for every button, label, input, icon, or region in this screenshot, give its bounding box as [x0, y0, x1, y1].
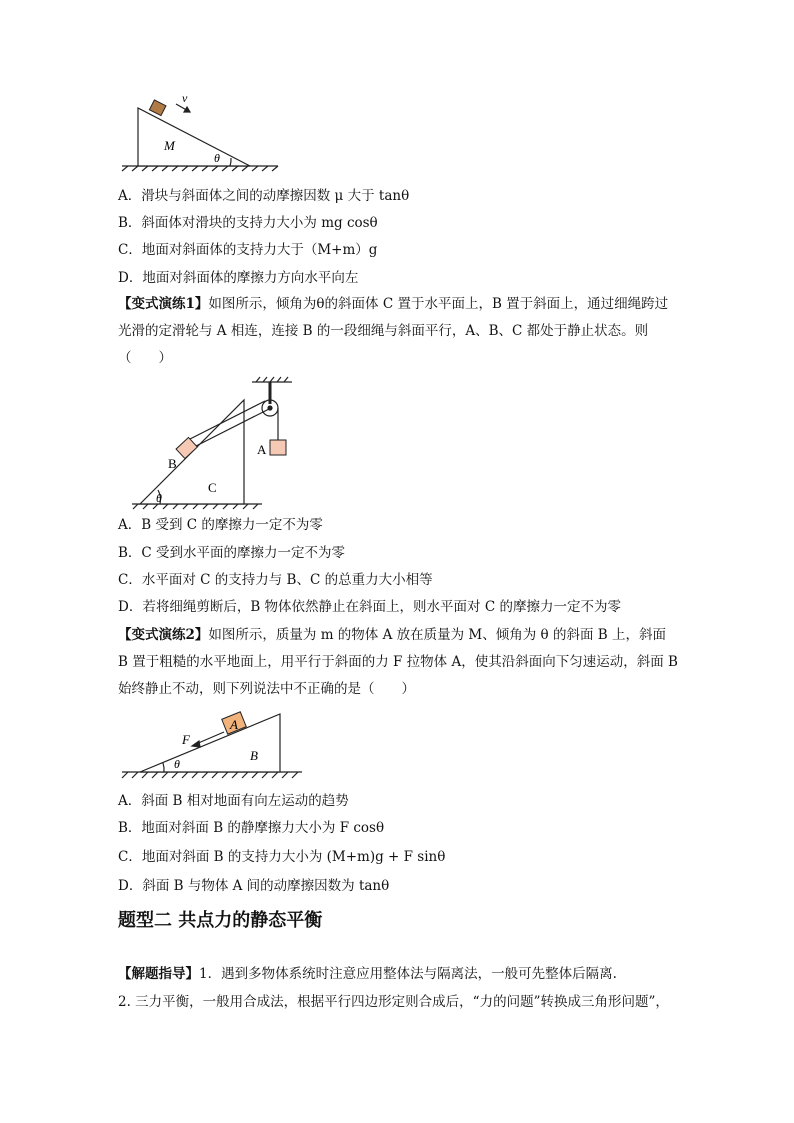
exercise2-stem	[118, 622, 678, 703]
ex2-option-c: C．地面对斜面 B 的支持力大小为 (M+m)g + F sinθ	[118, 849, 446, 865]
guide-item-1: 1．遇到多物体系统时注意应用整体法与隔离法，一般可先整体后隔离.	[199, 966, 617, 982]
guide-line-1	[118, 964, 617, 984]
ex1-option-c: C．水平面对 C 的支持力与 B、C 的总重力大小相等	[118, 572, 433, 588]
figure-incline-force	[118, 704, 308, 784]
ex2-option-a: A．斜面 B 相对地面有向左运动的趋势	[118, 793, 349, 809]
exercise1-tag: 【变式演练1】	[118, 296, 209, 312]
guide-tag: 【解题指导】	[118, 966, 199, 982]
exercise1-stem	[118, 291, 678, 372]
label-block-A: A	[230, 717, 238, 732]
label-block-A: A	[257, 442, 267, 457]
angle-label: θ	[156, 491, 162, 505]
label-force-F: F	[182, 732, 190, 747]
ex1-option-b: B．C 受到水平面的摩擦力一定不为零	[118, 545, 346, 561]
ex2-option-b: B．地面对斜面 B 的静摩擦力大小为 F cosθ	[118, 820, 385, 836]
mass-label-M: M	[164, 138, 175, 153]
ex2-option-d: D．斜面 B 与物体 A 间的动摩擦因数为 tanθ	[118, 878, 390, 894]
ex1-option-a: A．B 受到 C 的摩擦力一定不为零	[118, 517, 323, 533]
section-title: 题型二 共点力的静态平衡	[118, 910, 323, 931]
angle-label: θ	[214, 151, 220, 165]
q1-option-c: C．地面对斜面体的支持力大于（M+m）g	[118, 242, 378, 258]
figure-incline-pulley	[126, 376, 296, 510]
exercise2-tag: 【变式演练2】	[118, 627, 209, 643]
velocity-label: v	[182, 92, 188, 105]
label-block-B: B	[168, 456, 177, 471]
exercise2-text: 如图所示，质量为 m 的物体 A 放在质量为 M、倾角为 θ 的斜面 B 上，斜面 B 置于粗糙的水平地面上，用平行于斜面的力 F 拉物体 A，使其沿斜面向下匀速运动，斜面 B 始终静止不动，则下列说法中不正确的是（ ）	[118, 627, 678, 697]
q1-option-b: B．斜面体对滑块的支持力大小为 mg cosθ	[118, 215, 378, 231]
block-A	[270, 440, 286, 455]
q1-option-d: D．地面对斜面体的摩擦力方向水平向左	[118, 270, 359, 286]
ex1-option-d: D．若将细绳剪断后，B 物体依然静止在斜面上，则水平面对 C 的摩擦力一定不为零	[118, 599, 621, 615]
label-incline-B: B	[250, 748, 258, 763]
sliding-block	[149, 100, 166, 116]
angle-label: θ	[174, 757, 180, 771]
figure-incline-block	[118, 92, 288, 172]
guide-line-2: 2. 三力平衡，一般用合成法，根据平行四边形定则合成后，“力的问题”转换成三角形问题”，	[118, 994, 669, 1010]
q1-option-a: A．滑块与斜面体之间的动摩擦因数 μ 大于 tanθ	[118, 188, 410, 204]
exercise1-text: 如图所示，倾角为θ的斜面体 C 置于水平面上，B 置于斜面上，通过细绳跨过光滑的定滑轮与 A 相连，连接 B 的一段细绳与斜面平行，A、B、C 都处于静止状态。则（ ）	[118, 296, 669, 366]
label-incline-C: C	[208, 480, 217, 495]
